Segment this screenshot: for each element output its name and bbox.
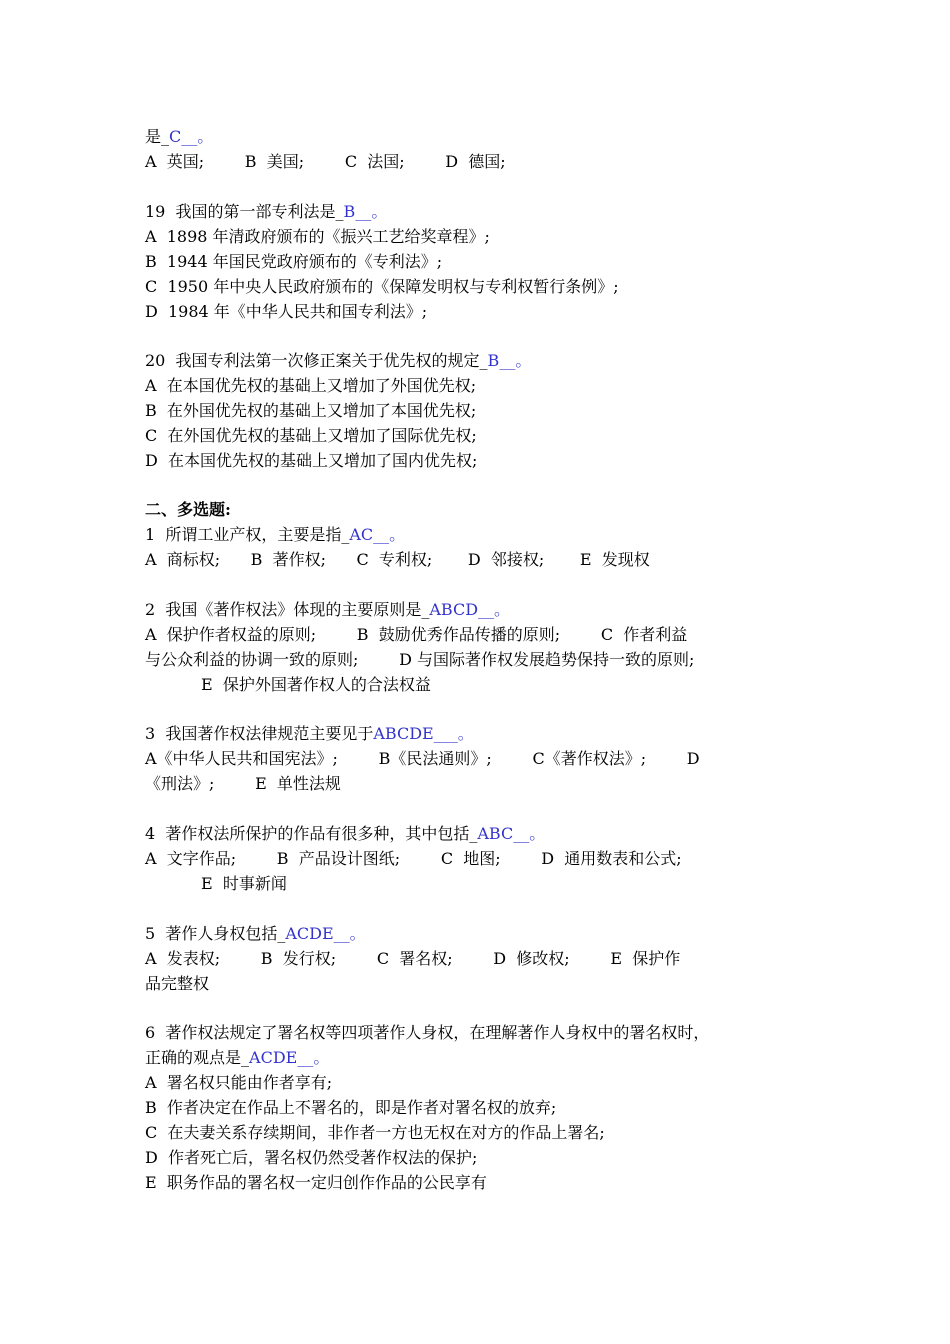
option-e: E 职务作品的署名权一定归创作作品的公民享有	[145, 1173, 487, 1192]
multi-question-6	[145, 1020, 820, 1195]
options-line: A 文字作品; B 产品设计图纸; C 地图; D 通用数表和公式;	[145, 849, 682, 868]
option-a: A 署名权只能由作者享有;	[145, 1073, 333, 1092]
multi-question-5	[145, 921, 820, 996]
question-18-continued	[145, 124, 820, 174]
options-line: 与公众利益的协调一致的原则; D 与国际著作权发展趋势保持一致的原则;	[145, 650, 695, 669]
question-stem: 2 我国《著作权法》体现的主要原则是_ABCD__。	[145, 600, 511, 619]
answer-blank: ABCD	[429, 600, 479, 619]
question-stem: 19 我国的第一部专利法是_B__。	[145, 202, 388, 221]
question-stem: 1 所谓工业产权，主要是指_AC__。	[145, 525, 406, 544]
options-line: A《中华人民共和国宪法》; B《民法通则》; C《著作权法》; D	[145, 749, 700, 768]
answer-blank: ABCDE	[373, 724, 434, 743]
option-d: D 作者死亡后，署名权仍然受著作权法的保护;	[145, 1148, 478, 1167]
multi-question-3	[145, 721, 820, 796]
options-line: A 商标权; B 著作权; C 专利权; D 邻接权; E 发现权	[145, 550, 650, 569]
question-stem: 5 著作人身权包括_ACDE__。	[145, 924, 366, 943]
section-multiple-choice	[145, 497, 820, 572]
option-c: C 1950 年中央人民政府颁布的《保障发明权与专利权暂行条例》;	[145, 277, 619, 296]
answer-blank: C	[169, 127, 182, 146]
options-line: 《刑法》; E 单性法规	[145, 774, 341, 793]
option-b: B 1944 年国民党政府颁布的《专利法》;	[145, 252, 443, 271]
answer-blank: B	[487, 351, 500, 370]
multi-question-4	[145, 821, 820, 896]
question-stem-continued: 正确的观点是_ACDE__。	[145, 1048, 330, 1067]
answer-blank: ABC	[477, 824, 514, 843]
option-d: D 1984 年《中华人民共和国专利法》;	[145, 302, 428, 321]
answer-blank: B	[343, 202, 356, 221]
option-c: C 在夫妻关系存续期间，非作者一方也无权在对方的作品上署名;	[145, 1123, 605, 1142]
answer-blank: ACDE	[285, 924, 334, 943]
options-line: A 英国; B 美国; C 法国; D 德国;	[145, 152, 506, 171]
section-heading: 二、多选题:	[145, 500, 231, 519]
options-line: 品完整权	[145, 974, 210, 993]
question-20	[145, 348, 820, 473]
options-line: E 时事新闻	[201, 874, 287, 893]
options-line: A 发表权; B 发行权; C 署名权; D 修改权; E 保护作	[145, 949, 681, 968]
question-stem: 是_C__。	[145, 127, 214, 146]
question-stem: 6 著作权法规定了署名权等四项著作人身权，在理解著作人身权中的署名权时，	[145, 1023, 710, 1042]
option-d: D 在本国优先权的基础上又增加了国内优先权;	[145, 451, 478, 470]
answer-blank: AC	[349, 525, 374, 544]
options-line: A 保护作者权益的原则; B 鼓励优秀作品传播的原则; C 作者利益	[145, 625, 688, 644]
option-a: A 在本国优先权的基础上又增加了外国优先权;	[145, 376, 477, 395]
option-c: C 在外国优先权的基础上又增加了国际优先权;	[145, 426, 477, 445]
option-a: A 1898 年清政府颁布的《振兴工艺给奖章程》;	[145, 227, 490, 246]
options-line: E 保护外国著作权人的合法权益	[201, 675, 431, 694]
answer-blank: ACDE	[249, 1048, 298, 1067]
option-b: B 在外国优先权的基础上又增加了本国优先权;	[145, 401, 477, 420]
question-19	[145, 199, 820, 324]
multi-question-2	[145, 597, 820, 697]
question-stem: 20 我国专利法第一次修正案关于优先权的规定_B__。	[145, 351, 532, 370]
question-stem: 3 我国著作权法律规范主要见于ABCDE___。	[145, 724, 474, 743]
question-stem: 4 著作权法所保护的作品有很多种，其中包括_ABC__。	[145, 824, 546, 843]
option-b: B 作者决定在作品上不署名的，即是作者对署名权的放弃;	[145, 1098, 557, 1117]
